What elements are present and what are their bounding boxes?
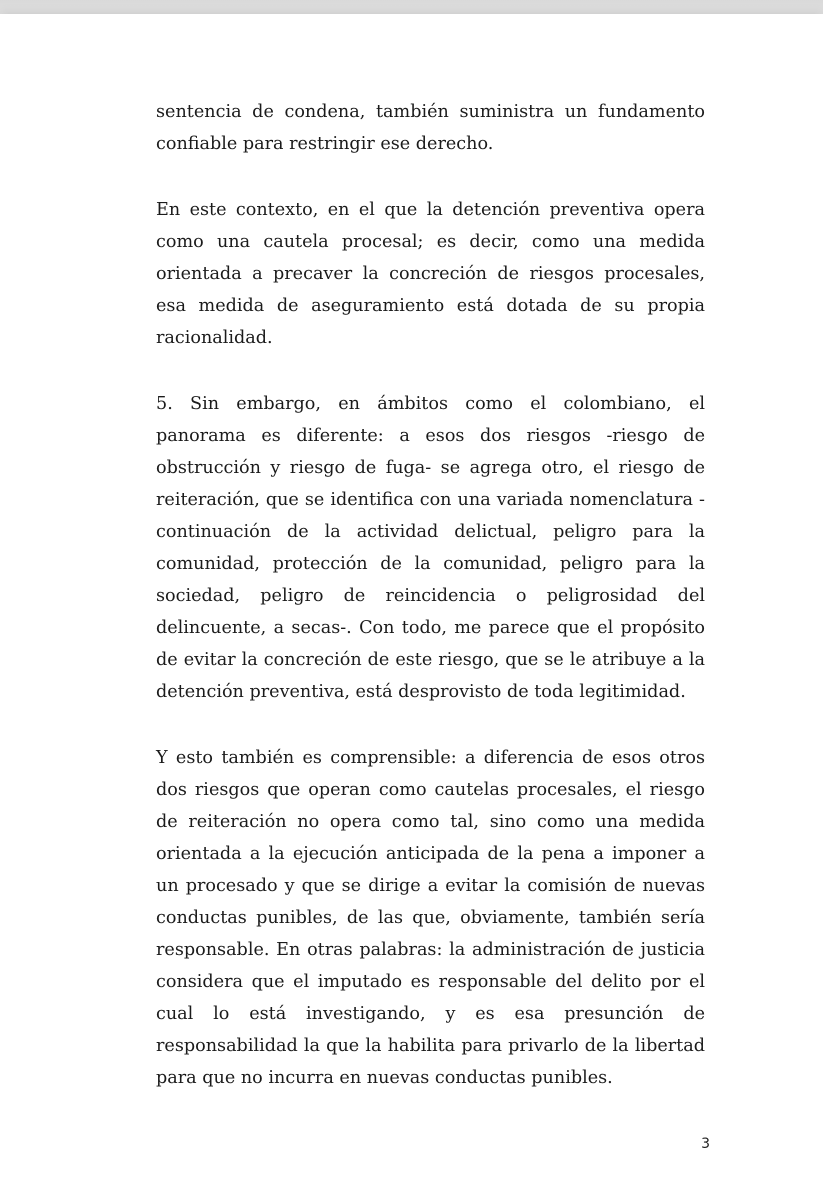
document-page[interactable]	[0, 14, 823, 1200]
paragraph-5: 5. Sin embargo, en ámbitos como el colombiano, el panorama es diferente: a esos dos riesgos -riesgo de obstrucción y riesgo de fuga- se agrega otro, el riesgo de reiteración, que se identifica con una variada nomenclatura -continuación de la actividad delictual, peligro para la comunidad, protección de la comunidad, peligro para la sociedad, peligro de reincidencia o peligrosidad del delincuente, a secas-. Con todo, me parece que el propósito de evitar la concreción de este riesgo, que se le atribuye a la detención preventiva, está desprovisto de toda legitimidad.	[156, 394, 705, 702]
paragraph-reiteration: Y esto también es comprensible: a diferencia de esos otros dos riesgos que operan como cautelas procesales, el riesgo de reiteración no opera como tal, sino como una medida orientada a la ejecución anticipada de la pena a imponer a un procesado y que se dirige a evitar la comisión de nuevas conductas punibles, de las que, obviamente, también sería responsable. En otras palabras: la administración de justicia considera que el imputado es responsable del delito por el cual lo está investigando, y es esa presunción de responsabilidad la que la habilita para privarlo de la libertad para que no incurra en nuevas conductas punibles.	[156, 748, 705, 1088]
paragraph-continuation: sentencia de condena, también suministra un fundamento confiable para restringir ese derecho.	[156, 102, 705, 154]
document-body	[156, 96, 705, 1094]
paragraph-context: En este contexto, en el que la detención preventiva opera como una cautela procesal; es decir, como una medida orientada a precaver la concreción de riesgos procesales, esa medida de aseguramiento está dotada de su propia racionalidad.	[156, 200, 705, 348]
page-number: 3	[701, 1136, 710, 1152]
